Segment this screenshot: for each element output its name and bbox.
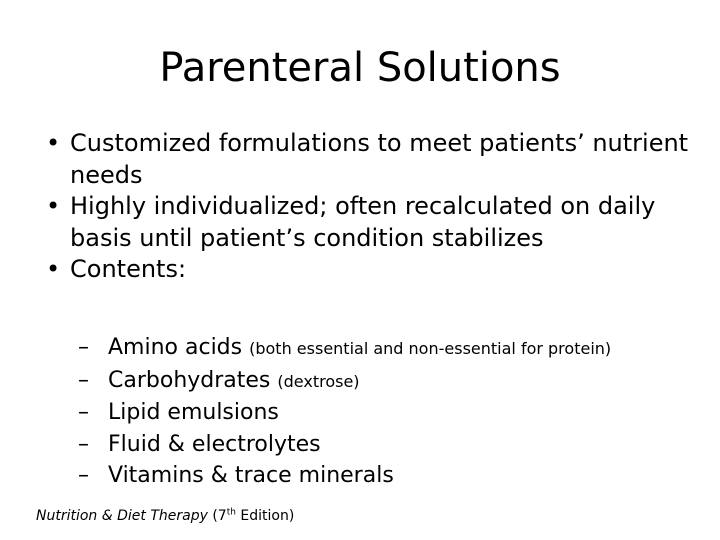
contents-item: [78, 332, 611, 365]
bullet-item: [46, 191, 696, 254]
bullet-text: Customized formulations to meet patients’ nutrient needs: [70, 129, 689, 189]
footer-citation: [36, 507, 294, 525]
contents-item: [78, 365, 611, 398]
edition-superscript: th: [226, 507, 236, 518]
contents-item-note: (dextrose): [277, 371, 360, 391]
bullet-text: Highly individualized; often recalculated on daily basis until patient’s condition stabilizes: [70, 192, 656, 252]
contents-item-text: Carbohydrates: [108, 367, 271, 393]
contents-item: [78, 429, 611, 461]
dash-marker: –: [78, 335, 89, 360]
dash-marker: –: [78, 400, 89, 425]
slide-title: Parenteral Solutions: [159, 45, 561, 91]
dash-marker: –: [78, 431, 89, 457]
edition-close: Edition): [235, 508, 295, 524]
bullet-marker: •: [46, 129, 61, 157]
book-title: Nutrition & Diet Therapy: [36, 508, 208, 524]
contents-item-text: Lipid emulsions: [108, 400, 279, 425]
contents-item: [78, 460, 611, 492]
dash-marker: –: [78, 367, 89, 393]
bullet-item: [46, 128, 696, 191]
dash-marker: –: [78, 463, 89, 488]
contents-list: [78, 332, 611, 492]
contents-item-note: (both essential and non-essential for protein): [249, 339, 612, 358]
bullet-marker: •: [46, 192, 61, 220]
bullet-marker: •: [46, 255, 61, 283]
bullet-item: [46, 254, 696, 286]
edition-open: (7: [212, 508, 227, 524]
contents-item-text: Fluid & electrolytes: [108, 431, 321, 457]
bullet-list: [46, 128, 696, 488]
contents-item-text: Vitamins & trace minerals: [108, 463, 394, 488]
bullet-text: Contents:: [70, 255, 187, 283]
contents-item-text: Amino acids: [108, 335, 243, 360]
contents-item: [78, 397, 611, 429]
